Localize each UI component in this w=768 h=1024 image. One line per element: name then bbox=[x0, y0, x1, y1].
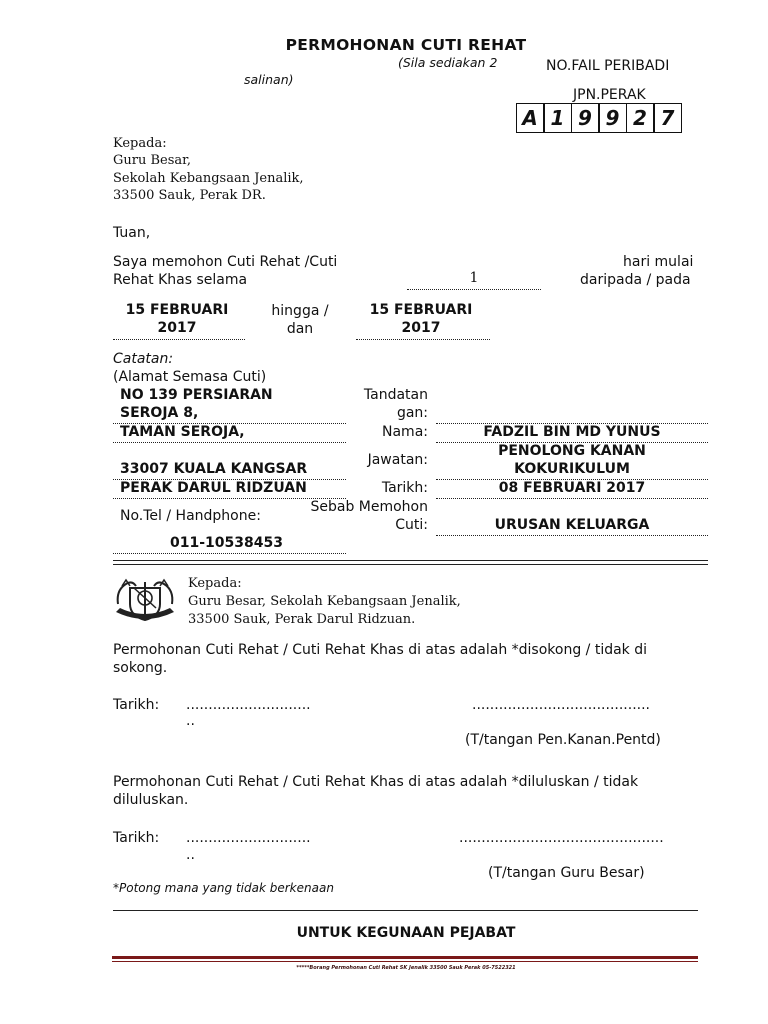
addressee-line: Sekolah Kebangsaan Jenalik, bbox=[113, 171, 304, 186]
addressee-line: Guru Besar, bbox=[113, 153, 192, 168]
approval-to-line: Kepada: bbox=[188, 576, 242, 591]
date-dotline bbox=[436, 498, 708, 499]
reason-label-2: Cuti: bbox=[395, 517, 428, 533]
support-sign-caption: (T/tangan Pen.Kanan.Pentd) bbox=[465, 732, 661, 748]
end-date-dotline bbox=[356, 339, 490, 340]
salutation: Tuan, bbox=[113, 225, 151, 241]
name-label: Nama: bbox=[382, 424, 428, 440]
notes-label: Catatan: bbox=[113, 351, 174, 367]
file-char-box: 7 bbox=[653, 103, 682, 133]
file-char-box: 9 bbox=[571, 103, 600, 133]
reason-label-1: Sebab Memohon bbox=[310, 499, 428, 515]
position-value-1[interactable]: PENOLONG KANAN bbox=[498, 443, 646, 459]
address-label: (Alamat Semasa Cuti) bbox=[113, 369, 267, 385]
date-value[interactable]: 08 FEBRUARI 2017 bbox=[498, 480, 646, 496]
copies-note-1: (Sila sediakan 2 bbox=[398, 55, 498, 70]
start-date-1[interactable]: 15 FEBRUARI bbox=[125, 302, 229, 318]
address-line[interactable]: SEROJA 8, bbox=[120, 405, 199, 421]
approve-text-1: Permohonan Cuti Rehat / Cuti Rehat Khas di atas adalah *diluluskan / tidak bbox=[113, 774, 639, 790]
approve-sign-caption: (T/tangan Guru Besar) bbox=[488, 865, 645, 881]
file-sublabel: JPN.PERAK bbox=[573, 87, 646, 103]
office-divider bbox=[113, 910, 698, 911]
file-label: NO.FAIL PERIBADI bbox=[546, 58, 670, 74]
support-text-2: sokong. bbox=[113, 660, 168, 676]
file-char-box: A bbox=[516, 103, 545, 133]
position-value-2[interactable]: KOKURIKULUM bbox=[514, 461, 630, 477]
file-number-boxes bbox=[517, 103, 682, 133]
copies-note-2: salinan) bbox=[244, 72, 294, 87]
approve-text-2: diluluskan. bbox=[113, 792, 189, 808]
tel-dotline bbox=[113, 553, 346, 554]
address-line[interactable]: 33007 KUALA KANGSAR bbox=[120, 461, 308, 477]
request-text-1: Saya memohon Cuti Rehat /Cuti bbox=[113, 254, 338, 270]
request-tail-1: hari mulai bbox=[623, 254, 694, 270]
footnote: *Potong mana yang tidak berkenaan bbox=[113, 881, 334, 895]
approve-date-label: Tarikh: bbox=[113, 830, 160, 846]
approve-date-dots-2: .. bbox=[186, 847, 195, 863]
addressee-line: 33500 Sauk, Perak DR. bbox=[113, 188, 266, 203]
end-date-2[interactable]: 2017 bbox=[401, 320, 441, 336]
signature-label-2: gan: bbox=[396, 405, 428, 421]
start-date-dotline bbox=[113, 339, 245, 340]
tel-value[interactable]: 011-10538453 bbox=[170, 535, 283, 551]
leave-days[interactable]: 1 bbox=[469, 270, 479, 286]
request-text-2: Rehat Khas selama bbox=[113, 272, 248, 288]
request-tail-2: daripada / pada bbox=[580, 272, 691, 288]
until-label-2: dan bbox=[286, 321, 314, 337]
reason-value[interactable]: URUSAN KELUARGA bbox=[494, 517, 650, 533]
approval-to-line: 33500 Sauk, Perak Darul Ridzuan. bbox=[188, 612, 416, 627]
reason-dotline bbox=[436, 535, 708, 536]
footer-rule-thin bbox=[112, 961, 698, 962]
position-label: Jawatan: bbox=[367, 452, 428, 468]
school-crest-icon bbox=[112, 574, 178, 626]
addressee-line: Kepada: bbox=[113, 136, 167, 151]
footer-rule-thick bbox=[112, 956, 698, 959]
start-date-2[interactable]: 2017 bbox=[157, 320, 197, 336]
file-char-box: 1 bbox=[543, 103, 572, 133]
footer-text: *****Borang Permohonan Cuti Rehat SK Jenalik 33500 Sauk Perak 05-7522321 bbox=[296, 965, 516, 971]
tel-label: No.Tel / Handphone: bbox=[120, 508, 261, 524]
support-sign-dots[interactable]: ........................................ bbox=[472, 697, 651, 713]
section-divider bbox=[113, 560, 708, 561]
address-dotline bbox=[113, 442, 346, 443]
support-date-label: Tarikh: bbox=[113, 697, 160, 713]
name-value[interactable]: FADZIL BIN MD YUNUS bbox=[483, 424, 661, 440]
form-title: PERMOHONAN CUTI REHAT bbox=[285, 36, 527, 54]
days-dotline bbox=[407, 289, 541, 290]
file-char-box: 2 bbox=[626, 103, 655, 133]
address-line[interactable]: TAMAN SEROJA, bbox=[120, 424, 245, 440]
section-divider-thin bbox=[113, 564, 708, 565]
support-text-1: Permohonan Cuti Rehat / Cuti Rehat Khas di atas adalah *disokong / tidak di bbox=[113, 642, 648, 658]
address-line[interactable]: PERAK DARUL RIDZUAN bbox=[120, 480, 307, 496]
approval-to-line: Guru Besar, Sekolah Kebangsaan Jenalik, bbox=[188, 594, 461, 609]
signature-label-1: Tandatan bbox=[363, 387, 428, 403]
approve-sign-dots[interactable]: .............................................. bbox=[459, 830, 664, 846]
approve-date-dots[interactable]: ............................ bbox=[186, 830, 311, 846]
support-date-dots-2: .. bbox=[186, 713, 195, 729]
office-title: UNTUK KEGUNAAN PEJABAT bbox=[296, 925, 516, 941]
end-date-1[interactable]: 15 FEBRUARI bbox=[369, 302, 473, 318]
until-label-1: hingga / bbox=[271, 303, 329, 319]
date-label: Tarikh: bbox=[381, 480, 428, 496]
support-date-dots[interactable]: ............................ bbox=[186, 697, 311, 713]
address-line[interactable]: NO 139 PERSIARAN bbox=[120, 387, 273, 403]
file-char-box: 9 bbox=[598, 103, 627, 133]
